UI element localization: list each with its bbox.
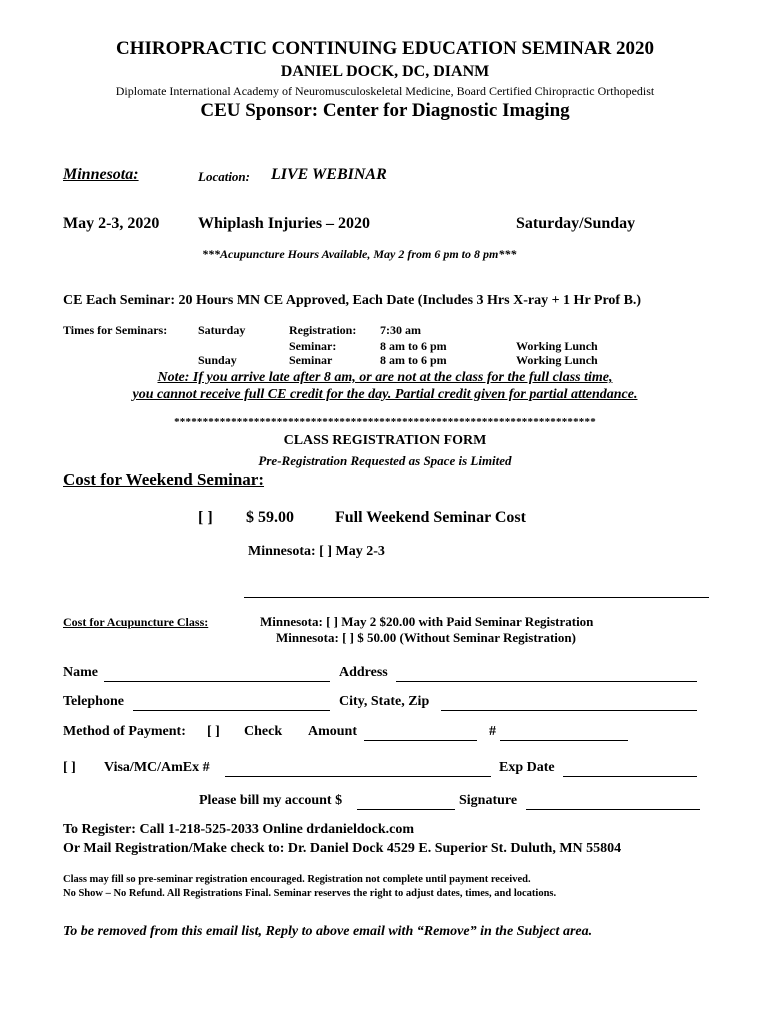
exp-date-field[interactable] bbox=[563, 776, 697, 777]
minnesota-option[interactable]: Minnesota: [ ] May 2-3 bbox=[248, 544, 385, 559]
exp-date-label: Exp Date bbox=[499, 760, 555, 775]
seminar-dates: May 2-3, 2020 bbox=[63, 215, 160, 232]
seminar-title: CHIROPRACTIC CONTINUING EDUCATION SEMINAR 2020 bbox=[115, 38, 655, 59]
address-label: Address bbox=[339, 665, 388, 680]
state-label: Minnesota: bbox=[63, 166, 139, 183]
amount-field[interactable] bbox=[364, 740, 477, 741]
check-label: Check bbox=[244, 724, 283, 739]
sunday-seminar-label: Seminar bbox=[289, 353, 333, 367]
presenter-credentials: Diplomate International Academy of Neuromusculoskeletal Medicine, Board Certified Chiropractic Orthopedist bbox=[115, 84, 655, 98]
ce-approval-info: CE Each Seminar: 20 Hours MN CE Approved, Each Date (Includes 3 Hrs X-ray + 1 Hr Prof B.) bbox=[63, 293, 642, 308]
schedule-label: Times for Seminars: bbox=[63, 323, 168, 337]
check-checkbox[interactable]: [ ] bbox=[207, 724, 220, 739]
registration-label: Registration: bbox=[289, 323, 357, 337]
policy-line1: Class may fill so pre-seminar registration encouraged. Registration not complete until payment received. bbox=[63, 874, 531, 885]
ceu-sponsor: CEU Sponsor: Center for Diagnostic Imaging bbox=[200, 100, 570, 121]
saturday-lunch: Working Lunch bbox=[516, 339, 598, 353]
unsubscribe-note: To be removed from this email list, Reply to above email with “Remove” in the Subject area. bbox=[63, 924, 593, 939]
seminar-label: Seminar: bbox=[289, 339, 337, 353]
weekend-checkbox[interactable]: [ ] bbox=[198, 509, 213, 526]
card-checkbox[interactable]: [ ] bbox=[63, 760, 76, 775]
acupuncture-cost-heading: Cost for Acupuncture Class: bbox=[63, 615, 209, 629]
separator-line bbox=[244, 597, 709, 598]
acupuncture-option-2[interactable]: Minnesota: [ ] $ 50.00 (Without Seminar Registration) bbox=[276, 630, 576, 645]
weekend-cost-heading: Cost for Weekend Seminar: bbox=[63, 470, 265, 489]
payment-method-label: Method of Payment: bbox=[63, 724, 186, 739]
saturday-seminar-time: 8 am to 6 pm bbox=[380, 339, 447, 353]
acupuncture-note: ***Acupuncture Hours Available, May 2 from 6 pm to 8 pm*** bbox=[202, 247, 517, 261]
check-number-field[interactable] bbox=[500, 740, 628, 741]
register-contact: To Register: Call 1-218-525-2033 Online drdanieldock.com bbox=[63, 822, 415, 837]
bill-account-label: Please bill my account $ bbox=[199, 793, 343, 808]
weekend-price: $ 59.00 bbox=[246, 509, 294, 526]
location-value: LIVE WEBINAR bbox=[271, 166, 387, 183]
location-label: Location: bbox=[198, 169, 250, 184]
name-label: Name bbox=[63, 665, 98, 680]
seminar-days: Saturday/Sunday bbox=[516, 215, 636, 232]
form-title: CLASS REGISTRATION FORM bbox=[283, 433, 487, 448]
policy-line2: No Show – No Refund. All Registrations Final. Seminar reserves the right to adjust dates, times, and locations. bbox=[63, 888, 557, 899]
sunday-lunch: Working Lunch bbox=[516, 353, 598, 367]
card-number-label: Visa/MC/AmEx # bbox=[104, 760, 210, 775]
bill-amount-field[interactable] bbox=[357, 809, 455, 810]
presenter-name: DANIEL DOCK, DC, DIANM bbox=[280, 63, 490, 80]
city-state-zip-field[interactable] bbox=[441, 710, 697, 711]
seminar-topic: Whiplash Injuries – 2020 bbox=[198, 215, 371, 232]
signature-label: Signature bbox=[459, 793, 518, 808]
registration-time: 7:30 am bbox=[380, 323, 421, 337]
schedule-sunday: Sunday bbox=[198, 353, 237, 367]
late-arrival-note-line2: you cannot receive full CE credit for the day. Partial credit given for partial attendance. bbox=[132, 387, 638, 402]
weekend-description: Full Weekend Seminar Cost bbox=[335, 509, 526, 526]
mail-contact: Or Mail Registration/Make check to: Dr. Daniel Dock 4529 E. Superior St. Duluth, MN 55804 bbox=[63, 841, 622, 856]
telephone-field[interactable] bbox=[133, 710, 330, 711]
telephone-label: Telephone bbox=[63, 694, 124, 709]
late-arrival-note-line1: Note: If you arrive late after 8 am, or are not at the class for the full class time, bbox=[157, 370, 613, 385]
schedule-saturday: Saturday bbox=[198, 323, 246, 337]
address-field[interactable] bbox=[396, 681, 697, 682]
card-number-field[interactable] bbox=[225, 776, 491, 777]
form-divider: ************************************************************************** bbox=[174, 416, 596, 428]
signature-field[interactable] bbox=[526, 809, 700, 810]
acupuncture-option-1[interactable]: Minnesota: [ ] May 2 $20.00 with Paid Seminar Registration bbox=[260, 614, 594, 629]
city-state-zip-label: City, State, Zip bbox=[339, 694, 430, 709]
sunday-seminar-time: 8 am to 6 pm bbox=[380, 353, 447, 367]
check-number-label: # bbox=[489, 724, 496, 739]
name-field[interactable] bbox=[104, 681, 330, 682]
form-subtitle: Pre-Registration Requested as Space is Limited bbox=[258, 453, 512, 468]
amount-label: Amount bbox=[308, 724, 358, 739]
